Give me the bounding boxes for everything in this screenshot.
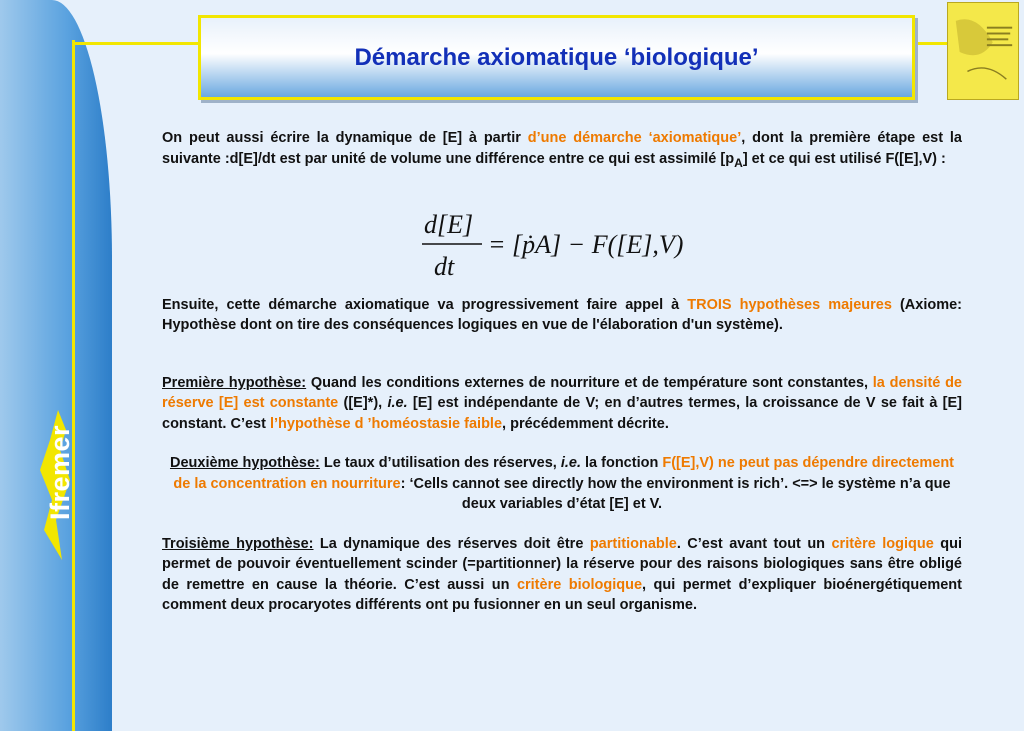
- paragraph-hypothesis-3: [162, 534, 962, 616]
- text: On peut aussi écrire la dynamique de [E] à partir: [162, 130, 528, 146]
- highlight-text: F([E],V) ne peut pas dépendre directement de la concentration en nourriture: [173, 455, 955, 492]
- text: , précédemment décrite.: [502, 415, 669, 432]
- book-cover-image: [947, 2, 1019, 100]
- text: Quand les conditions externes de nourriture et de température sont constantes,: [306, 374, 873, 391]
- text: qui permet de pouvoir éventuellement scinder (=partitionner) la réserve pour des raisons biologiques sans être obligé de remettre en cause la théorie. C’est aussi un: [162, 535, 962, 593]
- highlight-text: d’une démarche ‘axiomatique’: [527, 130, 742, 146]
- text: ([E]*),: [338, 395, 388, 412]
- spacer: [162, 515, 962, 534]
- hypothesis-heading: Première hypothèse:: [162, 374, 307, 391]
- title-connector-right: [915, 42, 947, 45]
- slide-body: [162, 128, 962, 616]
- italic-text: i.e.: [387, 395, 408, 412]
- text: Le taux d’utilisation des réserves,: [319, 455, 561, 472]
- text: La dynamique des réserves doit être: [313, 535, 590, 552]
- text: Ensuite, cette démarche axiomatique va progressivement faire appel à: [162, 296, 688, 313]
- subscript: A: [734, 155, 743, 170]
- italic-text: i.e.: [560, 455, 581, 472]
- text: ] et ce qui est utilisé F([E],V) :: [742, 150, 946, 167]
- title-connector-left: [72, 42, 202, 45]
- hypothesis-heading: Troisième hypothèse:: [162, 535, 314, 552]
- text: la fonction: [580, 455, 663, 472]
- paragraph-hypothesis-2: [162, 453, 962, 515]
- sidebar-band: [0, 0, 112, 731]
- equation: [420, 203, 720, 283]
- highlight-text: l’hypothèse d ’homéostasie faible: [269, 415, 503, 432]
- text: (Axiome: Hypothèse dont on tire des conséquences logiques en vue de l'élaboration d'un système).: [162, 296, 962, 334]
- highlight-text: critère logique: [831, 535, 934, 552]
- equation-numerator: d[E]: [424, 210, 474, 239]
- page-title: Démarche axiomatique ‘biologique’: [354, 43, 759, 71]
- equation-rhs: = [ṗA] − F([E],V): [488, 230, 684, 259]
- text: . C’est avant tout un: [676, 535, 832, 552]
- equation-denominator: dt: [434, 252, 455, 281]
- text: : ‘Cells cannot see directly how the environment is rich’. <=> le système n’a que deux variables d’état [E] et V.: [400, 475, 951, 513]
- paragraph-hypothesis-1: [162, 373, 962, 435]
- highlight-text: critère biologique: [516, 576, 643, 593]
- highlight-text: partitionable: [589, 535, 677, 552]
- paragraph-intro: [162, 128, 962, 173]
- sidebar-yellow-line: [72, 40, 75, 731]
- spacer: [162, 434, 962, 453]
- text: , qui permet d’expliquer bioénergétiquement comment deux procaryotes différents ont pu fusionner en un seul organisme.: [162, 576, 962, 614]
- paragraph-hypotheses: [162, 295, 962, 336]
- text: [E] est indépendante de V; en d’autres termes, la croissance de V se fait à [E] constant. C’est: [162, 395, 962, 432]
- spacer: [162, 336, 962, 373]
- hypothesis-heading: Deuxième hypothèse:: [169, 455, 320, 472]
- text: , dont la première étape est la suivante :d[E]/dt est par unité de volume une différence entre ce qui est assimilé [p: [162, 130, 962, 167]
- highlight-text: la densité de réserve [E] est constante: [162, 374, 962, 412]
- highlight-text: TROIS hypothèses majeures: [687, 296, 892, 313]
- title-banner: [198, 15, 915, 100]
- brand-wordmark: Ifremer: [45, 424, 75, 520]
